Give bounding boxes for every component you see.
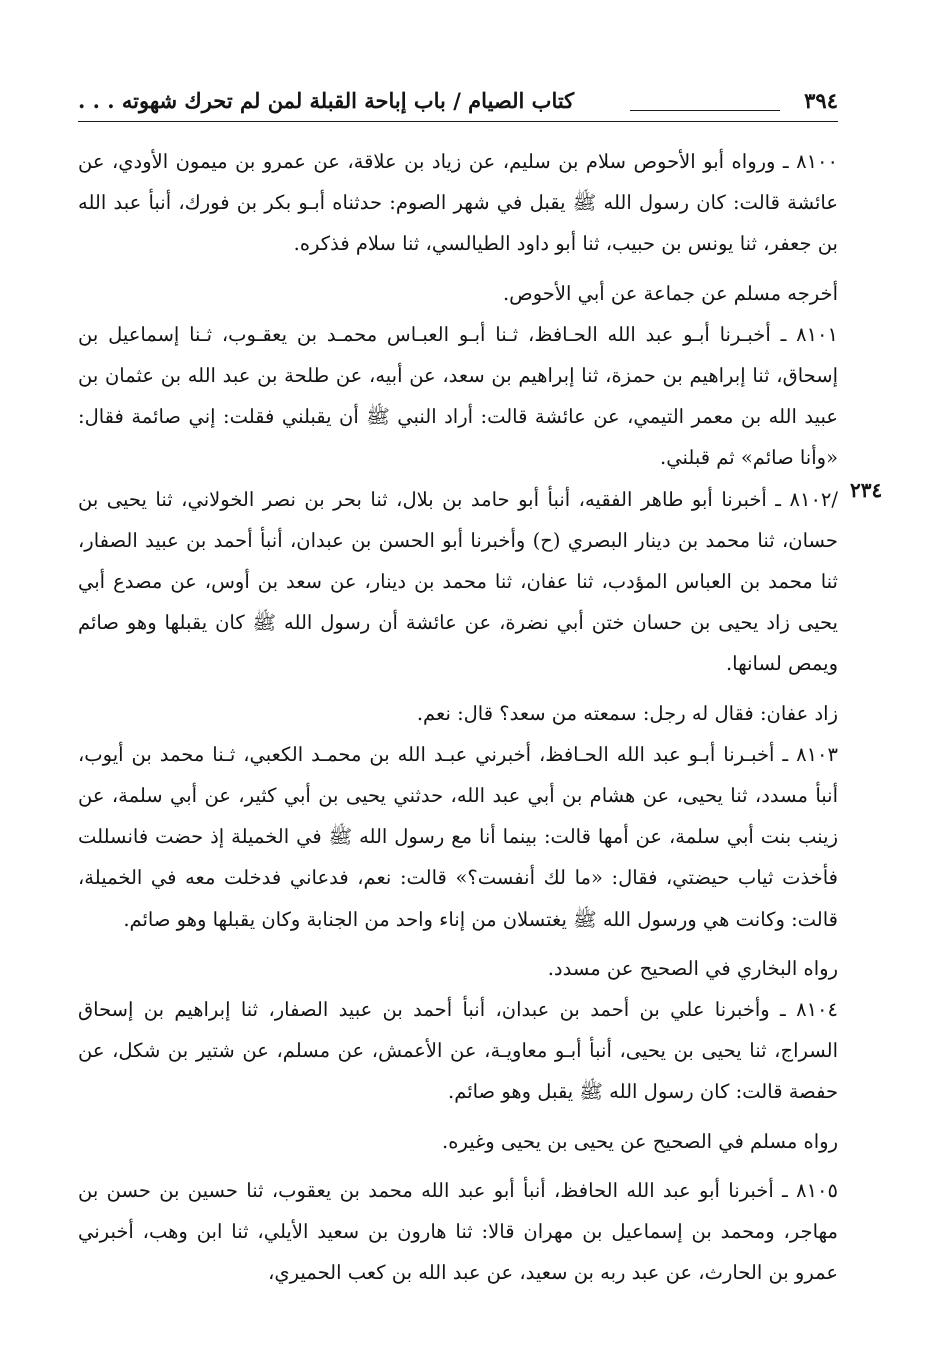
running-title: كتاب الصيام / باب إباحة القبلة لمن لم تحرك شهوته . . . <box>78 88 575 113</box>
hadith-8101: ٨١٠١ ـ أخبـرنا أبـو عبد الله الحـافظ، ثـنا أبـو العبـاس محمـد بن يعقـوب، ثـنا إسماعيل بن إسحاق، ثنا إبراهيم بن حمزة، ثنا إبراهيم بن سعد، عن أبيه، عن طلحة بن عبد الله بن عثمان بن عبيد الله بن معمر التيمي، عن عائشة قالت: أراد النبي ﷺ أن يقبلني فقلت: إني صائمة فقال: «وأنا صائم» ثم قبلني. <box>78 322 838 470</box>
main-text <box>78 141 838 1293</box>
hadith-8100: ٨١٠٠ ـ ورواه أبو الأحوص سلام بن سليم، عن زياد بن علاقة، عن عمرو بن ميمون الأودي، عن عائشة قالت: كان رسول الله ﷺ يقبل في شهر الصوم: حدثناه أبـو بكر بن فورك، أنبأ عبد الله بن جعفر، ثنا يونس بن حبيب، ثنا أبو داود الطيالسي، ثنا سلام فذكره. <box>78 150 838 256</box>
hadith-8104: ٨١٠٤ ـ وأخبرنا علي بن أحمد بن عبدان، أنبأ أحمد بن عبيد الصفار، ثنا إبراهيم بن إسحاق السراج، ثنا يحيى بن يحيى، أنبأ أبـو معاويـة، عن الأعمش، عن مسلم، عن شتير بن شكل، عن حفصة قالت: كان رسول الله ﷺ يقبل وهو صائم. <box>78 998 838 1104</box>
page-number: ٣٩٤ <box>804 88 838 113</box>
addition-note: زاد عفان: فقال له رجل: سمعته من سعد؟ قال: نعم. <box>416 701 838 725</box>
takhrij-note: أخرجه مسلم عن جماعة عن أبي الأحوص. <box>502 281 838 305</box>
takhrij-note: رواه البخاري في الصحيح عن مسدد. <box>547 956 838 980</box>
header-title-rule <box>630 110 780 111</box>
hadith-8105: ٨١٠٥ ـ أخبرنا أبو عبد الله الحافظ، أنبأ أبو عبد الله محمد بن يعقوب، ثنا حسين بن حسن بن مهاجر، ومحمد بن إسماعيل بن مهران قالا: ثنا هارون بن سعيد الأيلي، ثنا ابن وهب، أخبرني عمرو بن الحارث، عن عبد ربه بن سعيد، عن عبد الله بن كعب الحميري، <box>78 1178 838 1285</box>
margin-page-reference: ٢٣٤ <box>850 478 883 502</box>
hadith-8103: ٨١٠٣ ـ أخبـرنا أبـو عبد الله الحـافظ، أخبرني عبـد الله بن محمـد الكعبي، ثـنا محمد بن أيوب، أنبأ مسدد، ثنا يحيى، عن هشام بن أبي عبد الله، حدثني يحيى بن أبي كثير، عن أبي سلمة، عن زينب بنت أبي سلمة، عن أمها قالت: بينما أنا مع رسول الله ﷺ في الخميلة إذ حضت فانسللت فأخذت ثياب حيضتي، فقال: «ما لك أنفست؟» قالت: نعم، فدعاني فدخلت معه في الخميلة، قالت: وكانت هي ورسول الله ﷺ يغتسلان من إناء واحد من الجنابة وكان يقبلها وهو صائم. <box>78 742 838 931</box>
hadith-8102: /٨١٠٢ ـ أخبرنا أبو طاهر الفقيه، أنبأ أبو حامد بن بلال، ثنا بحر بن نصر الخولاني، ثنا يحيى بن حسان، ثنا محمد بن دينار البصري (ح) وأخبرنا أبو الحسن بن عبدان، أنبأ أحمد بن عبيد الصفار، ثنا محمد بن العباس المؤدب، ثنا عفان، ثنا محمد بن دينار، عن سعد بن أوس، عن مصدع أبي يحيى زاد يحيى بن حسان ختن أبي نضرة، عن عائشة أن رسول الله ﷺ كان يقبلها وهو صائم ويمص لسانها. <box>78 487 838 676</box>
takhrij-note: رواه مسلم في الصحيح عن يحيى بن يحيى وغيره. <box>442 1129 838 1153</box>
header-divider <box>78 121 838 122</box>
running-header <box>78 86 838 120</box>
